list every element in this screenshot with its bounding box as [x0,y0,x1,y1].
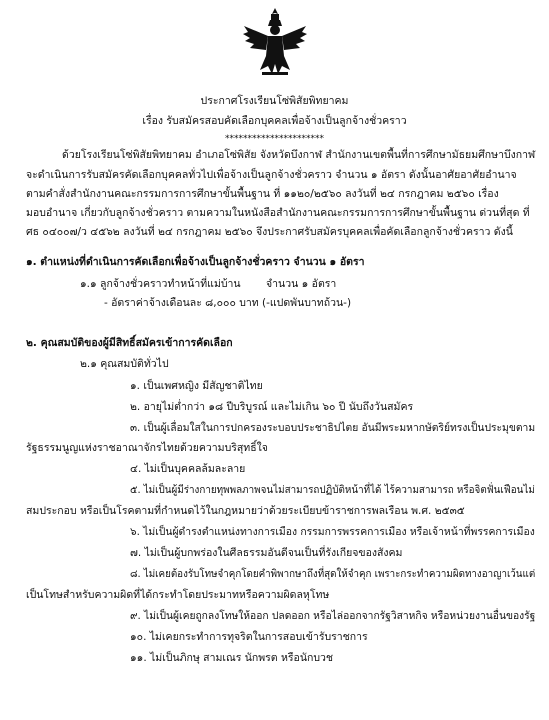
qualification-line: สมประกอบ หรือเป็นโรคตามที่กำหนดไว้ในกฎหมายว่าด้วยระเบียบข้าราชการพลเรือน พ.ศ. ๒๕๓๕ [26,505,465,517]
section2-heading: ๒. คุณสมบัติของผู้มีสิทธิ์สมัครเข้าการคัดเลือก [26,337,233,349]
section2-subheading: ๒.๑ คุณสมบัติทั่วไป [80,358,169,370]
qualification-line: ๘. ไม่เคยต้องรับโทษจำคุกโดยคำพิพากษาถึงที่สุดให้จำคุก เพราะกระทำความผิดทางอาญาเว้นแต่ [130,568,536,580]
qualification-line: ๕. ไม่เป็นผู้มีร่างกายทุพพลภาพจนไม่สามารถปฏิบัติหน้าที่ได้ ไร้ความสามารถ หรือจิตฟั่นเฟือนไม่ [130,484,535,496]
intro-line: จะดำเนินการรับสมัครคัดเลือกบุคคลทั่วไปเพื่อจ้างเป็นลูกจ้างชั่วคราว จำนวน ๑ อัตรา ดังนั้นอาศัยอาศัยอำนาจ [26,169,517,181]
qualification-line: ๑. เป็นเพศหญิง มีสัญชาติไทย [130,380,263,392]
qualification-line: รัฐธรรมนูญแห่งราชอาณาจักรไทยด้วยความบริสุทธิ์ใจ [26,442,268,454]
qualification-line: เป็นโทษสำหรับความผิดที่ได้กระทำโดยประมาทหรือความผิดลหุโทษ [26,589,330,601]
section1-heading: ๑. ตำแหน่งที่ดำเนินการคัดเลือกเพื่อจ้างเป็นลูกจ้างชั่วคราว จำนวน ๑ อัตรา [26,256,365,268]
intro-line: ศธ ๐๔๐๐๗/ว ๔๕๖๒ ลงวันที่ ๒๔ กรกฎาคม ๒๕๖๐ จึงประกาศรับสมัครบุคคลเพื่อคัดเลือกลูกจ้างชั่วคราว ดังนี้ [26,226,513,238]
qualification-line: ๗. ไม่เป็นผู้บกพร่องในศีลธรรมอันดีจนเป็นที่รังเกียจของสังคม [130,547,403,559]
garuda-emblem-icon [242,6,308,78]
qualification-line: ๑๐. ไม่เคยกระทำการทุจริตในการสอบเข้ารับราชการ [130,631,368,643]
qualification-line: ๓. เป็นผู้เลื่อมใสในการปกครองระบอบประชาธิปไตย อันมีพระมหากษัตริย์ทรงเป็นประมุขตาม [130,422,536,434]
qualification-line: ๔. ไม่เป็นบุคคลล้มละลาย [130,463,246,475]
position-item: ๑.๑ ลูกจ้างชั่วคราวทำหน้าที่แม่บ้าน [80,278,241,290]
announcement-title: ประกาศโรงเรียนโซ่พิสัยพิทยาคม [200,95,349,107]
intro-line: มอบอำนาจ เกี่ยวกับลูกจ้างชั่วคราว ตามความในหนังสือสำนักงานคณะกรรมการการศึกษาขั้นพื้นฐาน ด่วนที่สุด ที่ [26,207,530,219]
intro-line: ตามคำสั่งสำนักงานคณะกรรมการการศึกษาขั้นพื้นฐาน ที่ ๑๑๒๐/๒๕๖๐ ลงวันที่ ๒๔ กรกฎาคม ๒๕๖๐ เรื่อง [26,188,499,200]
qualification-line: ๙. ไม่เป็นผู้เคยถูกลงโทษให้ออก ปลดออก หรือไล่ออกจากรัฐวิสาหกิจ หรือหน่วยงานอื่นของรัฐ [130,610,536,622]
qualification-line: ๖. ไม่เป็นผู้ดำรงตำแหน่งทางการเมือง กรรมการพรรคการเมือง หรือเจ้าหน้าที่พรรคการเมือง [130,526,535,538]
star-divider: ********************** [225,134,324,144]
qualification-line: ๑๑. ไม่เป็นภิกษุ สามเณร นักพรต หรือนักบวช [130,652,334,664]
wage-line: - อัตราค่าจ้างเดือนละ ๘,๐๐๐ บาท (-แปดพันบาทถ้วน-) [104,297,352,309]
position-count: จำนวน ๑ อัตรา [266,278,337,290]
announcement-subject: เรื่อง รับสมัครสอบคัดเลือกบุคคลเพื่อจ้างเป็นลูกจ้างชั่วคราว [142,115,407,127]
qualification-line: ๒. อายุไม่ต่ำกว่า ๑๘ ปีบริบูรณ์ และไม่เกิน ๖๐ ปี นับถึงวันสมัคร [130,401,414,413]
intro-line: ด้วยโรงเรียนโซ่พิสัยพิทยาคม อำเภอโซ่พิสัย จังหวัดบึงกาฬ สำนักงานเขตพื้นที่การศึกษามัธยมศึกษาบึงกาฬ [62,149,536,161]
